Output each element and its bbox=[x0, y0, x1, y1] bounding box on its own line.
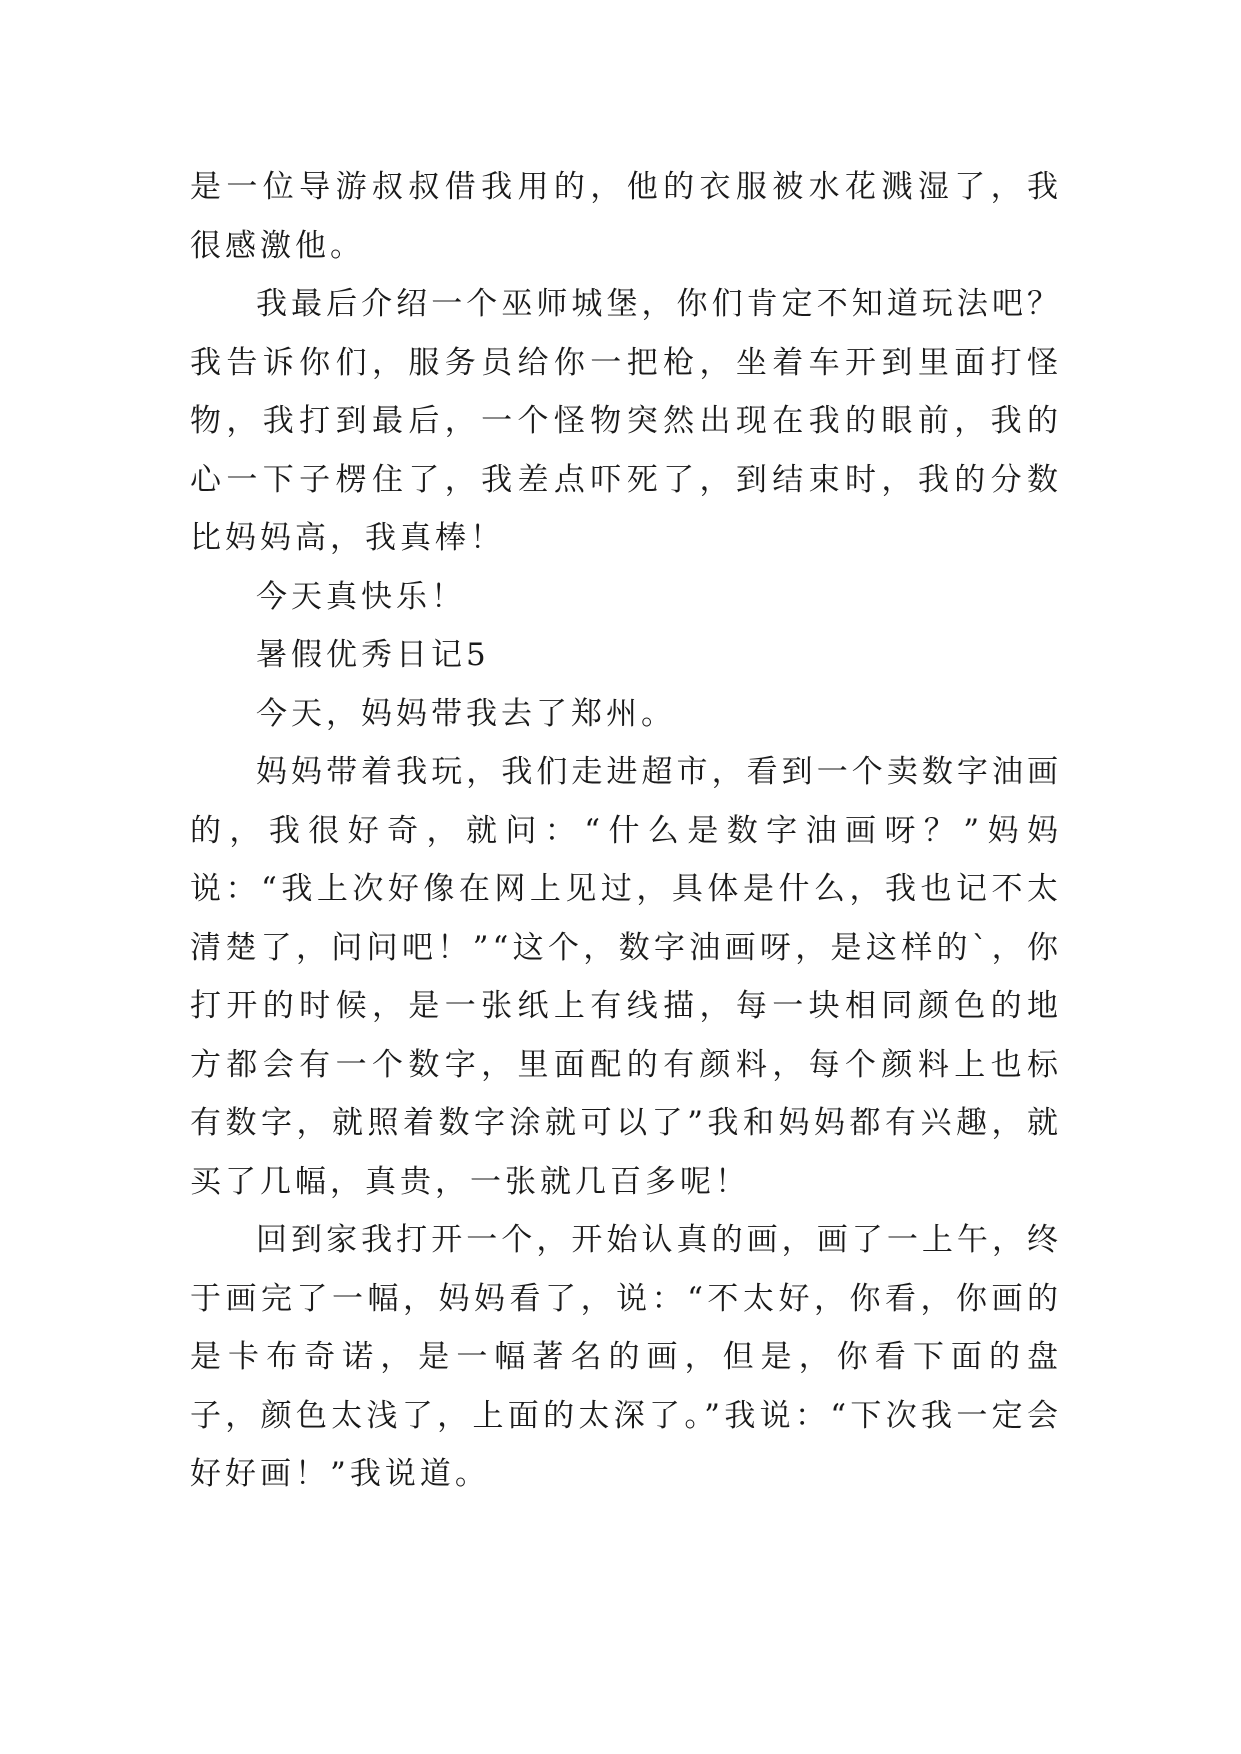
paragraph-trip-zhengzhou: 今天，妈妈带我去了郑州。 bbox=[256, 695, 676, 732]
diary-entry-title: 暑假优秀日记5 bbox=[256, 637, 490, 673]
paragraph-happy-day: 今天真快乐！ bbox=[256, 578, 466, 615]
paragraph-continued: 是一位导游叔叔借我用的，他的衣服被水花溅湿了，我很感激他。 bbox=[190, 169, 1062, 264]
paragraph-wizard-castle: 我最后介绍一个巫师城堡，你们肯定不知道玩法吧？我告诉你们，服务员给你一把枪，坐着车开到里面打怪物，我打到最后，一个怪物突然出现在我的眼前，我的心一下子楞住了，我差点吓死了，到结束时，我的分数比妈妈高，我真棒！ bbox=[190, 286, 1062, 556]
paragraph-painting-at-home: 回到家我打开一个，开始认真的画，画了一上午，终于画完了一幅，妈妈看了，说：“不太好，你看，你画的是卡布奇诺，是一幅著名的画，但是，你看下面的盘子，颜色太浅了，上面的太深了。”我说：“下次我一定会好好画！”我说道。 bbox=[190, 1222, 1062, 1492]
document-body bbox=[190, 158, 1062, 1504]
paragraph-number-painting: 妈妈带着我玩，我们走进超市，看到一个卖数字油画的，我很好奇，就问：“什么是数字油画呀？”妈妈说：“我上次好像在网上见过，具体是什么，我也记不太清楚了，问问吧！”“这个，数字油画呀，是这样的`，你打开的时候，是一张纸上有线描，每一块相同颜色的地方都会有一个数字，里面配的有颜料，每个颜料上也标有数字，就照着数字涂就可以了”我和妈妈都有兴趣，就买了几幅，真贵，一张就几百多呢！ bbox=[190, 754, 1062, 1200]
